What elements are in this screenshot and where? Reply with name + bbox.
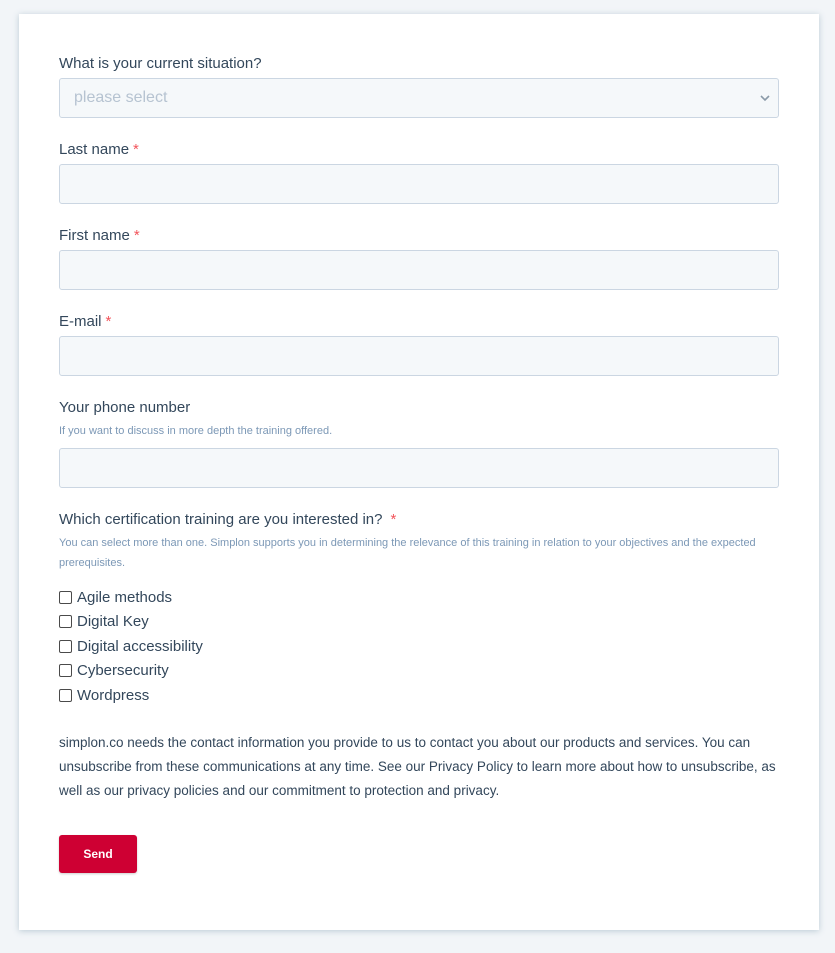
situation-label-text: What is your current situation?	[59, 55, 262, 72]
privacy-notice: simplon.co needs the contact information you provide to us to contact you about our products and services. You can unsubscribe from these communications at any time. See our Privacy Policy to learn more about how to unsubscribe, as well as our privacy policies and our commitment to protection and privacy.	[59, 735, 776, 798]
checkbox-label: Digital Key	[77, 613, 149, 631]
required-mark: *	[390, 511, 397, 528]
checkbox-option-wordpress[interactable]	[59, 683, 203, 708]
certification-label-text: Which certification training are you interested in?	[59, 511, 383, 528]
first-name-label-text: First name	[59, 227, 130, 244]
checkbox[interactable]	[59, 591, 72, 604]
checkbox-option-cybersecurity[interactable]	[59, 659, 203, 684]
email-label	[59, 313, 111, 330]
form-card	[19, 14, 819, 930]
phone-label	[59, 399, 190, 416]
checkbox-option-digital-key[interactable]	[59, 610, 203, 635]
situation-label	[59, 55, 262, 72]
last-name-label-text: Last name	[59, 141, 130, 158]
email-input[interactable]	[59, 336, 779, 376]
email-label-text: E-mail	[59, 313, 102, 330]
checkbox[interactable]	[59, 640, 72, 653]
certification-options	[59, 585, 203, 708]
situation-select[interactable]	[59, 78, 779, 118]
situation-select-placeholder: please select	[74, 89, 168, 106]
certification-label	[59, 511, 396, 528]
checkbox[interactable]	[59, 615, 72, 628]
checkbox-option-agile-methods[interactable]	[59, 585, 203, 610]
checkbox[interactable]	[59, 664, 72, 677]
last-name-input[interactable]	[59, 164, 779, 204]
checkbox[interactable]	[59, 689, 72, 702]
checkbox-label: Wordpress	[77, 686, 150, 704]
first-name-label	[59, 227, 140, 244]
send-button[interactable]: Send	[59, 835, 137, 873]
checkbox-label: Digital accessibility	[77, 637, 203, 655]
checkbox-label: Cybersecurity	[77, 662, 169, 680]
certification-help-text: You can select more than one. Simplon supports you in determining the relevance of this training in relation to your objectives and the expected prerequisites.	[59, 537, 756, 569]
required-mark: *	[133, 141, 139, 158]
required-mark: *	[105, 313, 112, 330]
checkbox-option-digital-accessibility[interactable]	[59, 634, 203, 659]
phone-help-text: If you want to discuss in more depth the training offered.	[59, 425, 333, 437]
last-name-label	[59, 141, 139, 158]
phone-input[interactable]	[59, 448, 779, 488]
checkbox-label: Agile methods	[77, 588, 173, 606]
chevron-down-icon	[758, 91, 772, 105]
required-mark: *	[133, 227, 140, 244]
first-name-input[interactable]	[59, 250, 779, 290]
phone-label-text: Your phone number	[59, 399, 191, 416]
